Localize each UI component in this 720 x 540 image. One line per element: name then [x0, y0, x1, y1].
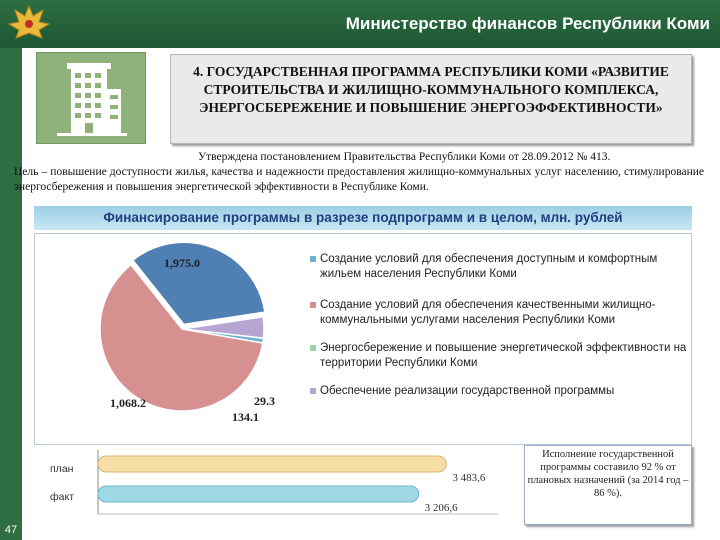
bar-category-fact: факт [50, 491, 74, 503]
program-title: 4. ГОСУДАРСТВЕННАЯ ПРОГРАММА РЕСПУБЛИКИ КОМИ «РАЗВИТИЕ СТРОИТЕЛЬСТВА И ЖИЛИЩНО-КОММУНАЛЬНОГО КОМПЛЕКСА, ЭНЕРГОСБЕРЕЖЕНИЕ И ПОВЫШЕНИЕ ЭНЕРГОЭФФЕКТИВНОСТИ» [170, 54, 692, 144]
legend-swatch [310, 256, 316, 262]
bar-category-plan: план [50, 463, 74, 475]
legend-label: Создание условий для обеспечения доступным и комфортным жильем населения Республики Коми [320, 253, 658, 280]
legend-swatch [310, 345, 316, 351]
legend-swatch [310, 302, 316, 308]
emblem-icon [6, 2, 52, 42]
pie-value-label-energy: 134.1 [232, 410, 259, 424]
legend-label: Создание условий для обеспечения качественными жилищно-коммунальными услугами населения Республики Коми [320, 299, 656, 326]
header-underline [0, 44, 720, 48]
legend-label: Обеспечение реализации государственной программы [320, 385, 615, 397]
page-number: 47 [4, 524, 18, 536]
pie-value-label-housing: 1,975.0 [164, 256, 200, 270]
bar-value-plan: 3 483,6 [452, 472, 486, 484]
financing-heading: Финансирование программы в разрезе подпрограмм и в целом, млн. рублей [34, 206, 692, 230]
bar-fact [98, 486, 419, 502]
legend-label: Энергосбережение и повышение энергетической эффективности на территории Республики Коми [320, 342, 687, 369]
program-goal: Цель – повышение доступности жилья, качества и надежности предоставления жилищно-коммунальных услуг населению, стимулирование энергосбережения и повышения энергетической эффективности в Республике Коми. [14, 166, 704, 193]
approval-note: Утверждена постановлением Правительства Республики Коми от 28.09.2012 № 413. [198, 151, 611, 163]
building-image [36, 52, 146, 144]
legend-item-energy [310, 341, 700, 371]
pie-value-label-admin: 29.3 [254, 394, 275, 408]
execution-note: Исполнение государственной программы составило 92 % от плановых назначений (за 2014 год – 86 %). [524, 445, 692, 525]
ministry-title: Министерство финансов Республики Коми [345, 14, 710, 33]
bar-value-fact: 3 206,6 [424, 502, 458, 514]
bar-plan [98, 456, 446, 472]
left-sidebar-bar [0, 48, 22, 540]
pie-value-label-utilities: 1,068.2 [110, 396, 146, 410]
building-icon [37, 53, 145, 143]
legend-item-housing [310, 252, 700, 282]
legend-item-utilities [310, 298, 700, 328]
legend-swatch [310, 388, 316, 394]
legend-item-admin [310, 384, 700, 399]
